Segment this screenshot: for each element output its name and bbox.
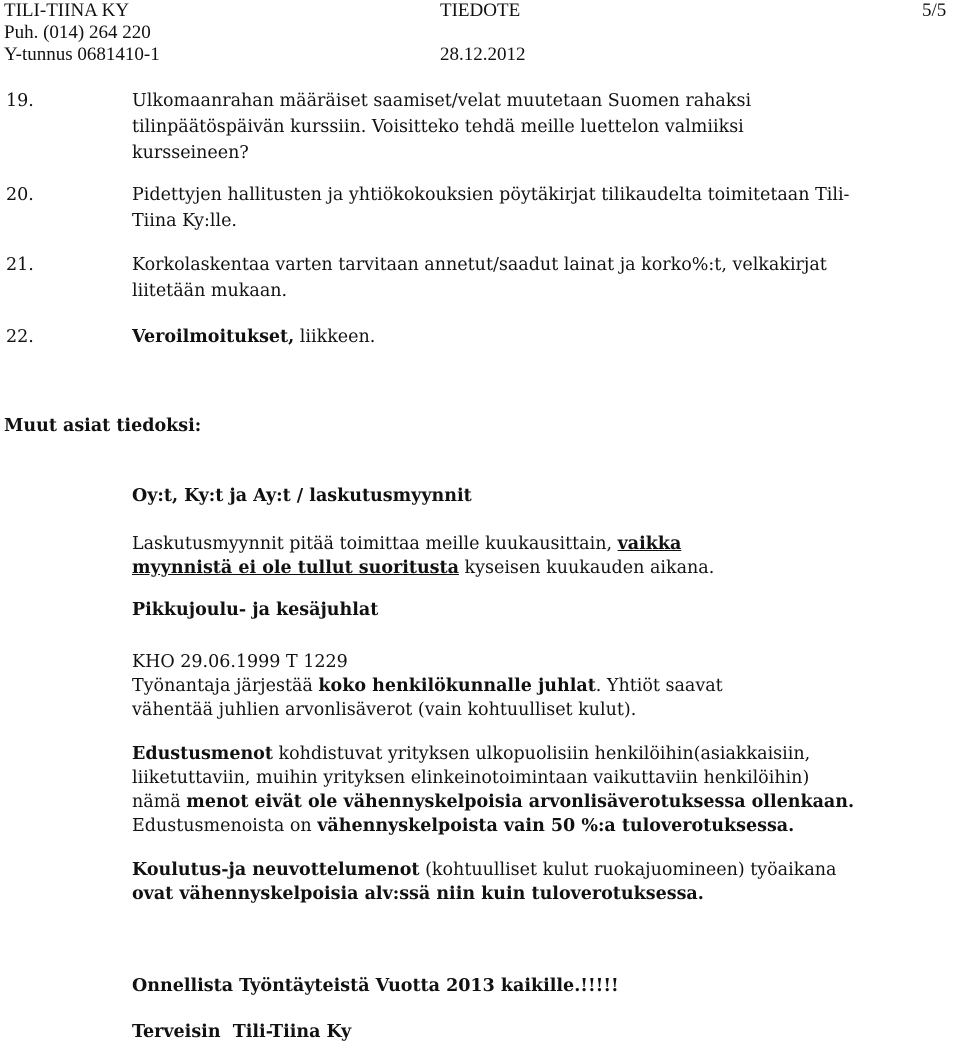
company-name: TILI-TIINA KY — [4, 0, 130, 21]
document-date: 28.12.2012 — [440, 44, 526, 65]
signature: Terveisin Tili-Tiina Ky — [132, 1022, 352, 1042]
new-year-greeting: Onnellista Työntäyteistä Vuotta 2013 kaikille.!!!!! — [132, 976, 619, 996]
edustus-text-line: Edustusmenot kohdistuvat yrityksen ulkopuolisiin henkilöihin(asiakkaisiin, — [132, 744, 811, 764]
koulutus-text-line: Koulutus-ja neuvottelumenot (kohtuulliset kulut ruokajuomineen) työaikana — [132, 860, 837, 880]
item-text: kursseineen? — [132, 143, 249, 163]
section-heading: Muut asiat tiedoksi: — [4, 416, 202, 436]
page-number: 5/5 — [922, 0, 947, 21]
item-number: 19. — [6, 91, 34, 111]
pikkujoulu-heading: Pikkujoulu- ja kesäjuhlat — [132, 600, 379, 620]
laskutus-text-line: myynnistä ei ole tullut suoritusta kyseisen kuukauden aikana. — [132, 558, 715, 578]
item-number: 21. — [6, 255, 34, 275]
edustus-text-line: liiketuttaviin, muihin yrityksen elinkeinotoimintaan vaikuttaviin henkilöihin) — [132, 768, 810, 788]
document-type: TIEDOTE — [440, 0, 521, 21]
business-id: Y-tunnus 0681410-1 — [4, 44, 160, 65]
item-text: Ulkomaanrahan määräiset saamiset/velat muutetaan Suomen rahaksi — [132, 91, 752, 111]
phone-number: Puh. (014) 264 220 — [4, 22, 151, 43]
pikkujoulu-text-line: vähentää juhlien arvonlisäverot (vain kohtuulliset kulut). — [132, 700, 637, 720]
koulutus-text-line: ovat vähennyskelpoisia alv:ssä niin kuin tuloverotuksessa. — [132, 884, 704, 904]
item-text: liikkeen. — [294, 327, 376, 347]
item-text: liitetään mukaan. — [132, 281, 288, 301]
item-text: Pidettyjen hallitusten ja yhtiökokouksien pöytäkirjat tilikaudelta toimitetaan Tili- — [132, 185, 850, 205]
kho-reference: KHO 29.06.1999 T 1229 — [132, 652, 348, 672]
pikkujoulu-text-line: Työnantaja järjestää koko henkilökunnalle juhlat. Yhtiöt saavat — [132, 676, 723, 696]
item-text: tilinpäätöspäivän kurssiin. Voisitteko tehdä meille luettelon valmiiksi — [132, 117, 744, 137]
item-text: Korkolaskentaa varten tarvitaan annetut/saadut lainat ja korko%:t, velkakirjat — [132, 255, 827, 275]
item-number: 22. — [6, 327, 34, 347]
item-number: 20. — [6, 185, 34, 205]
edustus-text-line: nämä menot eivät ole vähennyskelpoisia arvonlisäverotuksessa ollenkaan. — [132, 792, 855, 812]
edustus-text-line: Edustusmenoista on vähennyskelpoista vain 50 %:a tuloverotuksessa. — [132, 816, 795, 836]
item-bold-text: Veroilmoitukset, — [132, 327, 295, 347]
laskutus-heading: Oy:t, Ky:t ja Ay:t / laskutusmyynnit — [132, 486, 472, 506]
laskutus-text-line: Laskutusmyynnit pitää toimittaa meille kuukausittain, vaikka — [132, 534, 682, 554]
item-text: Tiina Ky:lle. — [132, 211, 237, 231]
